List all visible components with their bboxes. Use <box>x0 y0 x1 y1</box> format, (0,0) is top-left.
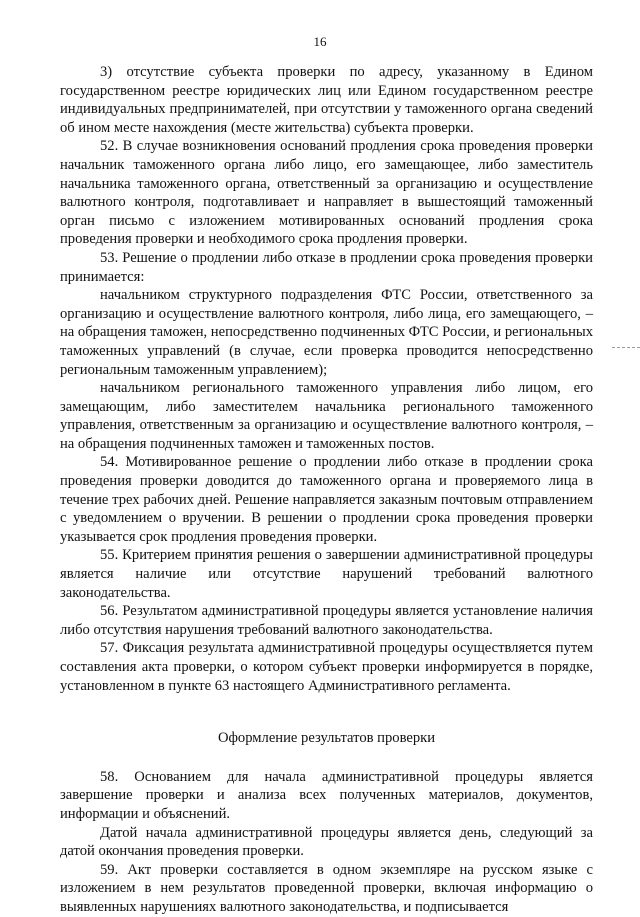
paragraph-53: 53. Решение о продлении либо отказе в продлении срока проведения проверки принимается: <box>60 249 593 285</box>
paragraph-53-item-regional: начальником регионального таможенного управления либо лицом, его замещающим, либо заместителем начальника регионального таможенного управления, ответственным за организацию и осуществление валютного контроля, – на обращения подчиненных таможен и таможенных постов. <box>60 380 593 452</box>
paragraph-53-item-fts: начальником структурного подразделения ФТС России, ответственного за организацию и осуществление валютного контроля, либо лица, его замещающего, – на обращения таможен, непосредственно подчиненных ФТС России, и региональных таможенных управлений (в случае, если проверка проводится непосредственно региональным таможенным управлением); <box>60 287 594 378</box>
document-body <box>60 63 593 917</box>
section-heading: Оформление результатов проверки <box>217 730 436 747</box>
paragraph-58-start-date: Датой начала административной процедуры является день, следующий за датой окончания проведения проверки. <box>60 824 593 860</box>
paragraph-3-item: 3) отсутствие субъекта проверки по адресу, указанному в Едином государственном реестре юридических лиц или Едином государственном реестре индивидуальных предпринимателей, при отсутствии у таможенного органа сведений об ином месте нахождения (месте жительства) субъекта проверки. <box>60 64 593 136</box>
paragraph-58: 58. Основанием для начала административной процедуры является завершение проверки и анализа всех полученных материалов, документов, информации и объяснений. <box>60 768 593 822</box>
paragraph-55: 55. Критерием принятия решения о завершении административной процедуры является наличие или отсутствие нарушений требований валютного законодательства. <box>60 547 593 601</box>
paragraph-56: 56. Результатом административной процедуры является установление наличия либо отсутствия нарушения требований валютного законодательства. <box>60 603 593 638</box>
scan-margin-mark <box>612 347 640 349</box>
page-number: 16 <box>313 34 327 49</box>
paragraph-57: 57. Фиксация результата административной процедуры осуществляется путем составления акта проверки, о котором субъект проверки информируется в порядке, установленном в пункте 63 настоящего Административного регламента. <box>60 640 593 694</box>
paragraph-59: 59. Акт проверки составляется в одном экземпляре на русском языке с изложением в нем результатов проведенной проверки, включая информацию о выявленных нарушениях валютного законодательства, и подписывается <box>60 861 593 915</box>
paragraph-52: 52. В случае возникновения оснований продления срока проведения проверки начальник таможенного органа либо лицо, его замещающее, либо заместитель начальника таможенного органа, ответственный за организацию и осуществление валютного контроля, подготавливает и направляет в вышестоящий таможенный орган письмо с изложением мотивированных оснований продления срока проведения проверки и необходимого срока продления проверки. <box>60 138 593 248</box>
paragraph-54: 54. Мотивированное решение о продлении либо отказе в продлении срока проведения проверки доводится до таможенного органа и проверяемого лица в течение трех рабочих дней. Решение направляется заказным почтовым отправлением с уведомлением о вручении. В решении о продлении срока проведения проверки указывается срок продления проведения проверки. <box>60 454 593 545</box>
